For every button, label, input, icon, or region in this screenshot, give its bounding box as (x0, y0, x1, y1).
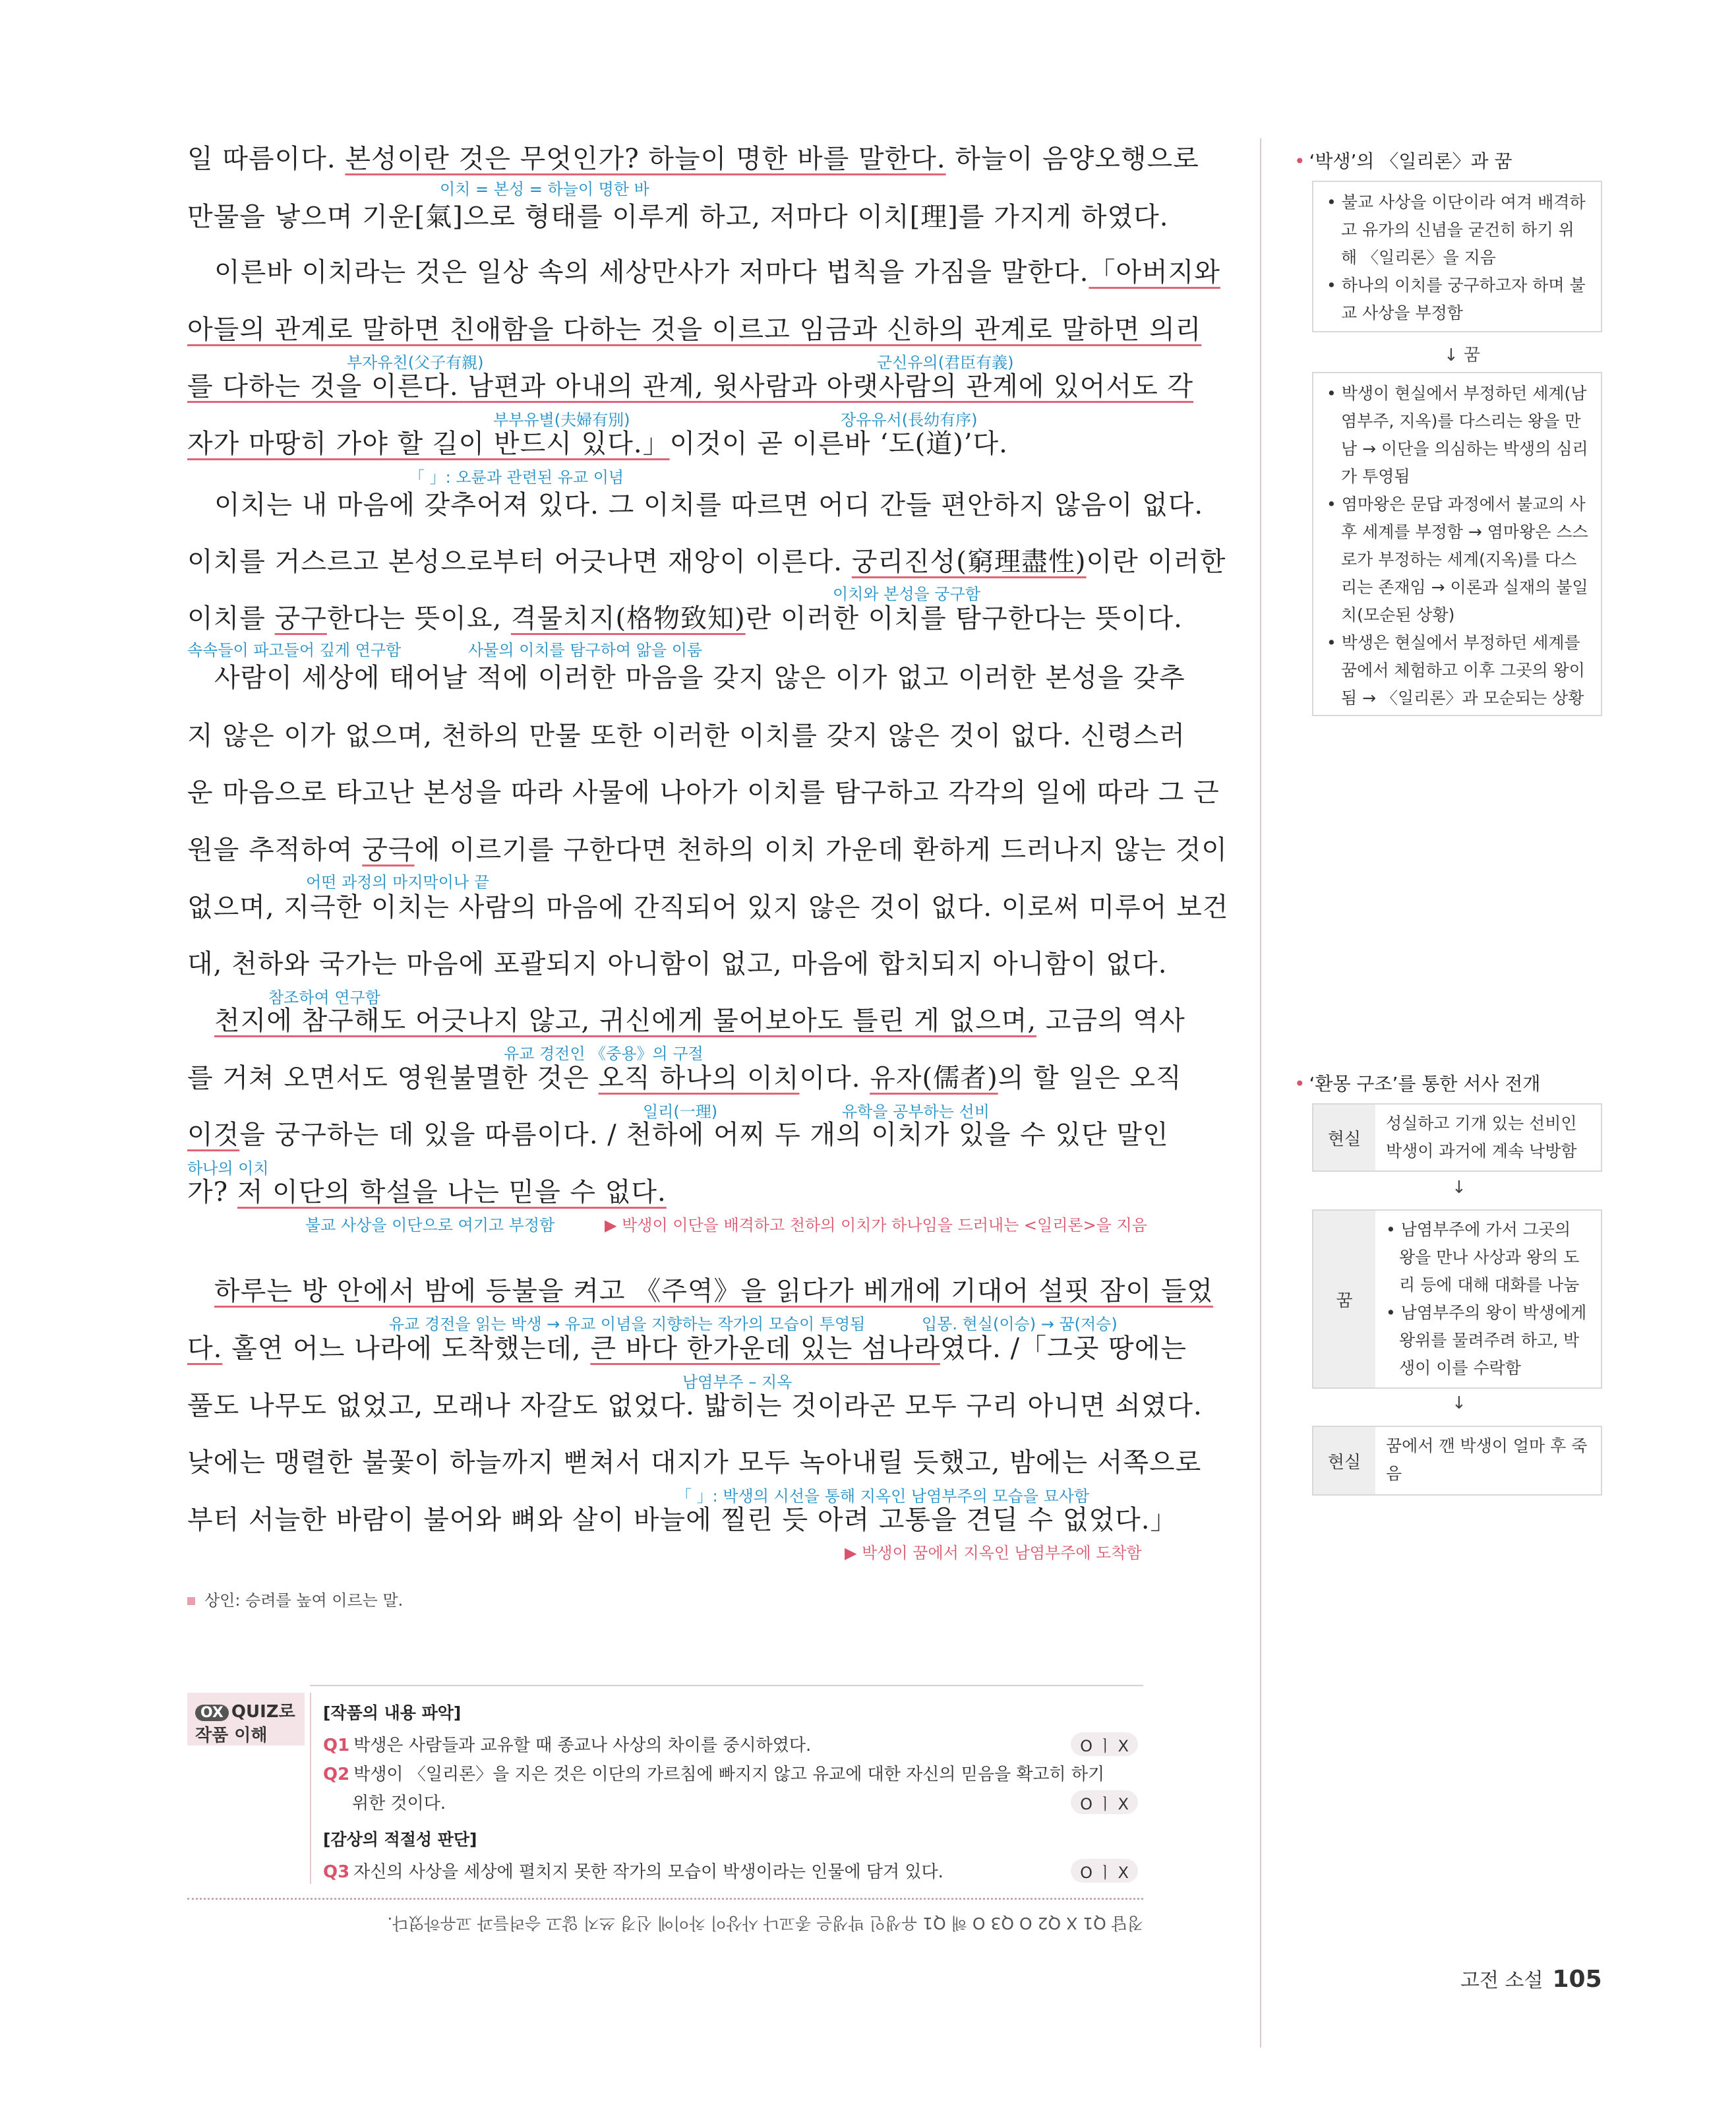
underlined-phrase: 격물치지(格物致知) (510, 603, 746, 634)
quiz-question (323, 1732, 811, 1756)
down-arrow-icon: ↓ (1452, 1393, 1466, 1413)
quiz-question (323, 1761, 1104, 1785)
stage-label: 꿈 (1313, 1211, 1375, 1387)
text-line: 사람이 세상에 태어날 적에 이러한 마음을 갖지 않은 이가 없고 이러한 본성을 갖추 (214, 663, 1185, 693)
text-line: 운 마음으로 타고난 본성을 따라 사물에 나아가 이치를 탐구하고 각각의 일에 따라 그 근 (187, 777, 1220, 808)
side-note-box (1312, 181, 1602, 332)
annotation-note: 속속들이 파고들어 깊게 연구함 (187, 641, 402, 659)
annotation-note: 이치 = 본성 = 하늘이 명한 바 (440, 180, 649, 198)
underlined-phrase: 윗사람과 아랫사람의 관계에 있어서도 각 (703, 371, 1194, 402)
side-note-item: • 박생은 현실에서 부정하던 세계를 꿈에서 체험하고 이후 그곳의 왕이 됨 → 〈일리론〉과 모순되는 상황 (1327, 629, 1589, 712)
text-span: 이치를 (187, 603, 275, 634)
side-heading-text: ‘박생’의 〈일리론〉과 꿈 (1309, 150, 1512, 172)
summary-note: ▶ 박생이 이단을 배격하고 천하의 이치가 하나임을 드러내는 <일리론>을 지음 (605, 1216, 1147, 1234)
text-line (187, 1116, 1169, 1153)
quiz-subtitle: 작품 이해 (195, 1726, 268, 1746)
underlined-phrase: 궁리진성(窮理盡性) (851, 547, 1087, 577)
ox-badge-icon: OX (195, 1705, 229, 1721)
question-text: 박생이 〈일리론〉을 지은 것은 이단의 가르침에 빠지지 않고 유교에 대한 자신의 믿음을 확고히 하기 (353, 1765, 1105, 1784)
text-line (187, 600, 1183, 637)
annotation-note: 입몽. 현실(이승) → 꿈(저승) (922, 1315, 1118, 1333)
side-note-item: • 박생이 현실에서 부정하던 세계(남염부주, 지옥)를 다스리는 왕을 만남 → 이단을 의심하는 박생의 심리가 투영됨 (1327, 380, 1589, 491)
text-span: 일 따름이다. (187, 144, 345, 174)
quiz-question (323, 1858, 943, 1883)
text-line: 이치는 내 마음에 갖추어져 있다. 그 이치를 따르면 어디 간들 편안하지 않음이 없다. (214, 490, 1204, 520)
text-line (187, 832, 1228, 868)
footnote-marker (187, 1597, 195, 1605)
text-line (214, 254, 1220, 291)
text-line (187, 1330, 1187, 1367)
underlined-phrase: 베개에 기대어 설핏 잠이 들었 (854, 1276, 1214, 1306)
story-stage-reality (1312, 1103, 1602, 1172)
underlined-phrase: 오직 하나의 이치 (598, 1063, 800, 1093)
side-note-item: • 하나의 이치를 궁구하고자 하며 불교 사상을 부정함 (1327, 272, 1589, 327)
side-note-box (1312, 372, 1602, 716)
down-arrow-icon: ↓ (1452, 1178, 1466, 1198)
text-line: 대, 천하와 국가는 마음에 포괄되지 아니함이 없고, 마음에 합치되지 아니함이 없다. (187, 949, 1168, 979)
ox-answer-toggle[interactable]: O ㅣ X (1071, 1732, 1138, 1756)
down-arrow-label: ↓ 꿈 (1444, 346, 1481, 365)
footnote-text: 상인: 승려를 높여 이르는 말. (204, 1591, 404, 1610)
question-number: Q1 (323, 1736, 350, 1755)
text-span: 가? (187, 1177, 237, 1207)
page-number: 105 (1552, 1966, 1602, 1993)
text-line: 풀도 나무도 없었고, 모래나 자갈도 없었다. 밟히는 것이라곤 모두 구리 아니면 쇠였다. (187, 1391, 1203, 1421)
stage-text: 성실하고 기개 있는 선비인 박생이 과거에 계속 낙방함 (1386, 1114, 1577, 1161)
annotation-note: 어떤 과정의 마지막이나 끝 (306, 873, 489, 892)
annotation-note: 일리(一理) (643, 1103, 718, 1121)
side-heading (1294, 1070, 1540, 1096)
column-divider (1260, 138, 1261, 2048)
text-line (187, 311, 1202, 348)
annotation-note: 「 」: 박생의 시선을 통해 지옥인 남염부주의 모습을 묘사함 (676, 1487, 1090, 1505)
stage-label: 현실 (1313, 1427, 1375, 1494)
underlined-phrase: 임금과 신하의 관계로 말하면 의리 (790, 315, 1202, 345)
underlined-phrase: 궁구 (274, 603, 327, 634)
text-line: 낮에는 맹렬한 불꽃이 하늘까지 뻗쳐서 대지가 모두 녹아내릴 듯했고, 밤에는 서쪽으로 (187, 1447, 1202, 1478)
ox-answer-toggle[interactable]: O ㅣ X (1071, 1859, 1138, 1883)
annotation-note: 군신유의(君臣有義) (877, 353, 1014, 372)
stage-label: 현실 (1313, 1105, 1375, 1170)
text-span: 하늘이 음양오행으로 (945, 144, 1199, 174)
annotation-note: 유학을 공부하는 선비 (842, 1103, 990, 1121)
summary-note: ▶ 박생이 꿈에서 지옥인 남염부주에 도착함 (845, 1544, 1142, 1562)
underlined-phrase: 이것 (187, 1120, 240, 1150)
quiz-dotted-divider (187, 1898, 1143, 1900)
text-span: 를 거쳐 오면서도 영원불멸한 것은 (187, 1063, 599, 1093)
text-span: 한다는 뜻이요, (326, 603, 511, 634)
text-line (187, 1060, 1182, 1097)
quiz-side-rule (310, 1693, 311, 1884)
annotation-note: 장유유서(長幼有序) (841, 411, 978, 429)
annotation-note: 사물의 이치를 탐구하여 앎을 이룸 (468, 641, 703, 659)
text-line (187, 140, 1199, 177)
answer-key-upside-down: 정답 Q1 X Q2 O Q3 O 해 Q1 유생인 박생은 종교나 사상이 차이에 신경 쓰지 않고 승려들과 교유하였다. (387, 1914, 1143, 1933)
text-line: 지 않은 이가 없으며, 천하의 만물 또한 이러한 이치를 갖지 않은 것이 없다. 신령스러 (187, 721, 1185, 751)
annotation-note: 불교 사상을 이단으로 여기고 부정함 (305, 1216, 555, 1234)
text-line (187, 425, 1143, 462)
text-span: 이것이 곧 이른바 ‘도(道)’다. (669, 429, 1008, 459)
text-line (187, 368, 1194, 405)
annotation-note: 유교 경전인 《중용》의 구절 (504, 1045, 703, 1063)
underlined-phrase: 천지에 참구해도 어긋나지 않고, 귀신에게 물어보아도 틀린 게 없으며, (214, 1006, 1037, 1036)
annotation-note: 이치와 본성을 궁구함 (833, 585, 980, 603)
underlined-phrase: 자가 마땅히 가야 할 길이 반드시 있다.」 (187, 429, 670, 459)
text-span: 을 궁구하는 데 있을 따름이다. / 천하에 어찌 두 개의 이치가 있을 수 있단 말인 (239, 1120, 1169, 1150)
text-line: 없으며, 지극한 이치는 사람의 마음에 간직되어 있지 않은 것이 없다. 이로써 미루어 보건 (187, 892, 1229, 923)
underlined-phrase: 하루는 방 안에서 밤에 등불을 켜고 《주역》을 읽다가 (214, 1276, 854, 1306)
quiz-section-heading: [감상의 적절성 판단] (323, 1830, 477, 1849)
stage-text-list (1375, 1211, 1601, 1387)
text-span: 이른바 이치라는 것은 일상 속의 세상만사가 저마다 법칙을 가짐을 말한다. (214, 257, 1089, 288)
bullet-icon: • (1294, 150, 1305, 172)
underlined-phrase: 궁극 (362, 835, 415, 865)
ox-answer-toggle[interactable]: O ㅣ X (1071, 1790, 1138, 1814)
text-line (214, 1273, 1214, 1310)
quiz-title-row (195, 1698, 295, 1722)
text-span: 이란 이러한 (1086, 547, 1226, 577)
annotation-note: 하나의 이치 (187, 1159, 269, 1178)
text-span: 이다. (799, 1063, 870, 1093)
side-heading (1294, 147, 1512, 173)
side-note-item: • 불교 사상을 이단이라 여겨 배격하고 유가의 신념을 굳건히 하기 위해 〈일리론〉을 지음 (1327, 189, 1589, 272)
footnote (187, 1587, 403, 1610)
question-text: 자신의 사상을 세상에 펼치지 못한 작가의 모습이 박생이라는 인물에 담겨 있다. (353, 1862, 943, 1882)
text-line: 만물을 낳으며 기운[氣]으로 형태를 이루게 하고, 저마다 이치[理]를 가지게 하였다. (187, 202, 1169, 232)
text-line: 부터 서늘한 바람이 불어와 뼈와 살이 바늘에 찔린 듯 아려 고통을 견딜 수 없었다.」 (187, 1505, 1178, 1535)
quiz-title: QUIZ로 (231, 1702, 295, 1722)
underlined-phrase: 「아버지와 (1089, 257, 1220, 288)
question-text: 박생은 사람들과 교유할 때 종교나 사상의 차이를 중시하였다. (353, 1736, 812, 1755)
story-stage-dream (1312, 1209, 1602, 1389)
annotation-note: 「 」: 오륜과 관련된 유교 이념 (409, 468, 624, 487)
text-span: 원을 추적하여 (187, 835, 363, 865)
underlined-phrase: 본성이란 것은 무엇인가? 하늘이 명한 바를 말한다. (345, 144, 946, 174)
text-span: 란 이러한 이치를 탐구한다는 뜻이다. (745, 603, 1183, 634)
text-span: 고금의 역사 (1036, 1006, 1185, 1036)
question-number: Q2 (323, 1765, 350, 1784)
underlined-phrase: 저 이단의 학설을 나는 믿을 수 없다. (237, 1177, 667, 1207)
bullet-icon: • (1294, 1073, 1305, 1095)
text-span: 에 이르기를 구한다면 천하의 이치 가운데 환하게 드러나지 않는 것이 (414, 835, 1228, 865)
text-span: 였다. /「그곳 땅에는 (940, 1333, 1187, 1364)
text-span: 홀연 어느 나라에 도착했는데, (222, 1333, 591, 1364)
quiz-badge-box (187, 1693, 305, 1746)
stage-item: • 남염부주에 가서 그곳의 왕을 만나 사상과 왕의 도리 등에 대해 대화를 나눔 (1386, 1216, 1590, 1299)
question-number: Q3 (323, 1862, 350, 1882)
side-note-item: • 염마왕은 문답 과정에서 불교의 사후 세계를 부정함 → 염마왕은 스스로가 부정하는 세계(지옥)를 다스리는 존재임 → 이론과 실재의 불일치(모순된 상황) (1327, 491, 1589, 629)
text-line (214, 1002, 1185, 1039)
quiz-top-rule (310, 1685, 1143, 1686)
annotation-note: 유교 경전을 읽는 박생 → 유교 이념을 지향하는 작가의 모습이 투영됨 (389, 1315, 866, 1333)
quiz-section-heading: [작품의 내용 파악] (323, 1703, 462, 1722)
section-name: 고전 소설 (1460, 1969, 1543, 1992)
text-span: 의 할 일은 오직 (998, 1063, 1182, 1093)
story-stage-reality (1312, 1426, 1602, 1496)
annotation-note: 참조하여 연구함 (268, 988, 380, 1007)
annotation-note: 남염부주 – 지옥 (682, 1373, 793, 1391)
text-span: 이치를 거스르고 본성으로부터 어긋나면 재앙이 이른다. (187, 547, 852, 577)
stage-item: • 남염부주의 왕이 박생에게 왕위를 물려주려 하고, 박생이 이를 수락함 (1386, 1299, 1590, 1382)
underlined-phrase: 유자(儒者) (870, 1063, 998, 1093)
underlined-phrase: 남편과 아내의 관계, (458, 371, 704, 402)
text-line (187, 1174, 1143, 1211)
underlined-phrase: 를 다하는 것을 이른다. (187, 371, 459, 402)
underlined-phrase: 다. (187, 1333, 223, 1364)
text-line (187, 543, 1226, 580)
annotation-note: 부부유별(夫婦有別) (493, 411, 630, 429)
underlined-phrase: 아들의 관계로 말하면 친애함을 다하는 것을 이르고 (187, 315, 791, 345)
underlined-phrase: 큰 바다 한가운데 있는 섬나라 (590, 1333, 940, 1364)
quiz-question-cont: 위한 것이다. (352, 1794, 446, 1813)
annotation-note: 부자유친(父子有親) (347, 353, 484, 372)
page-footer (1460, 1964, 1602, 1993)
stage-text: 꿈에서 깬 박생이 얼마 후 죽음 (1386, 1436, 1588, 1483)
side-heading-text: ‘환몽 구조’를 통한 서사 전개 (1309, 1073, 1541, 1095)
